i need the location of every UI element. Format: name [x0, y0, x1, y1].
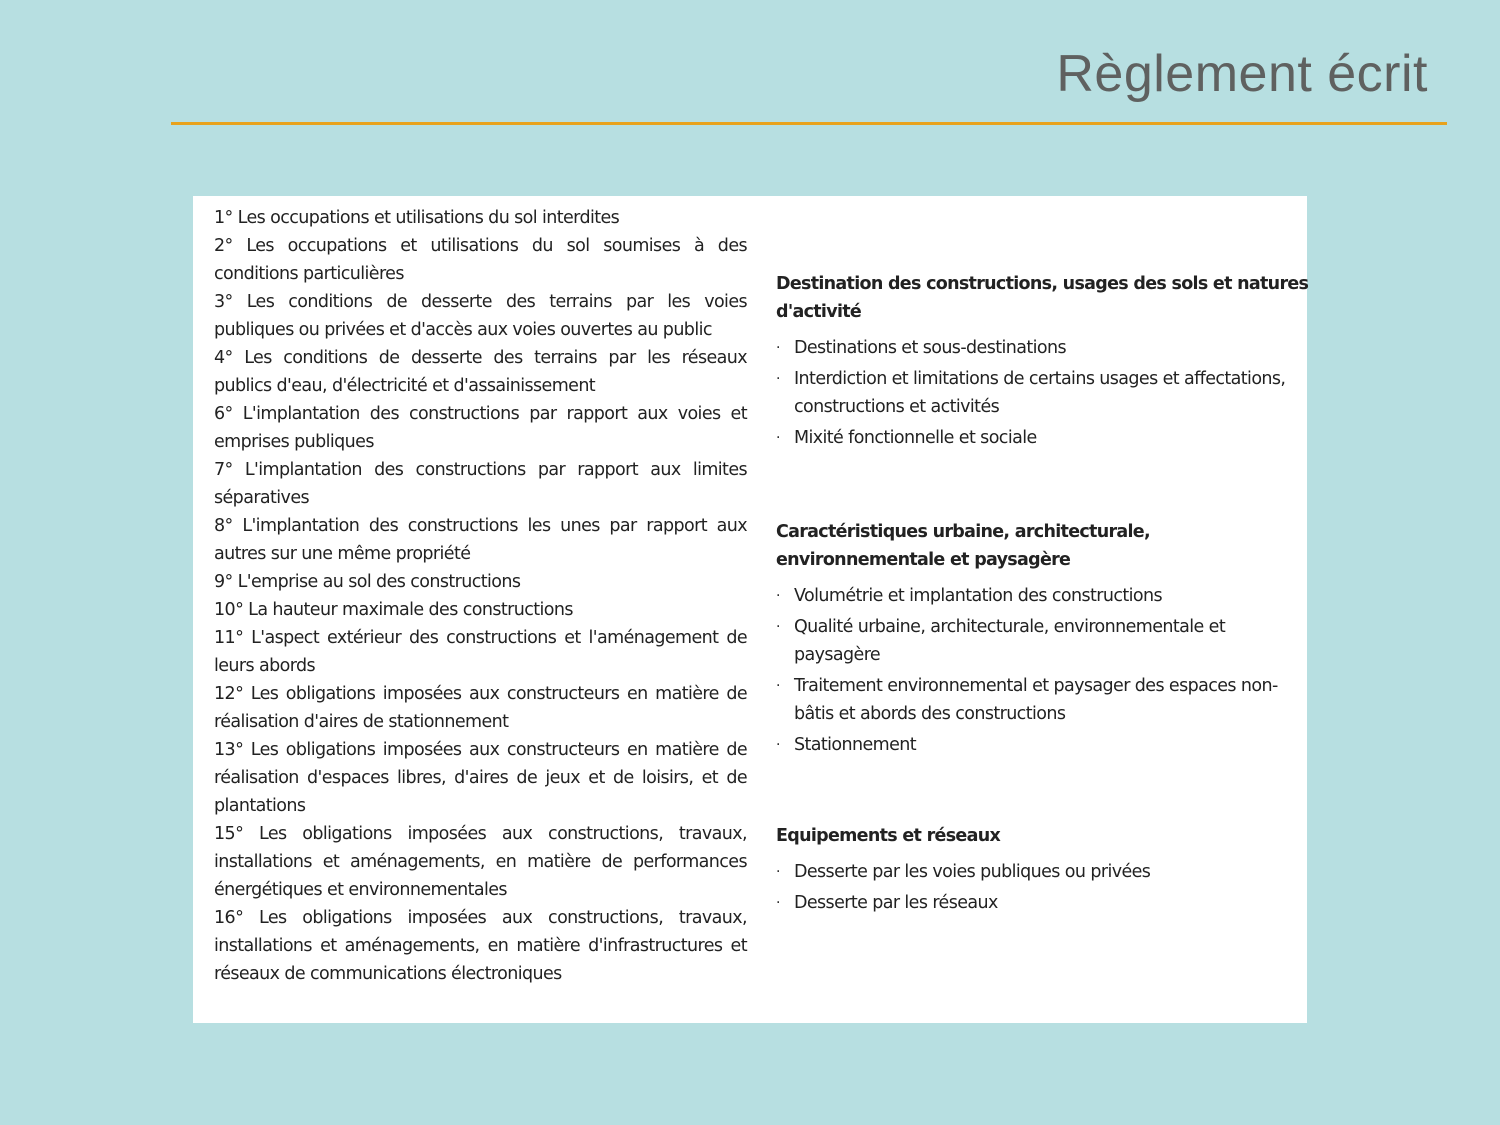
bullet-list	[776, 582, 1311, 759]
list-item: 2° Les occupations et utilisations du sol soumises à des conditions particulières	[214, 236, 747, 284]
bullet-marker: ·	[776, 678, 780, 694]
content-panel	[193, 196, 1307, 1023]
list-item: 6° L'implantation des constructions par rapport aux voies et emprises publiques	[214, 404, 747, 452]
bullet-item	[776, 582, 1311, 610]
bullet-marker: ·	[776, 371, 780, 387]
bullet-item	[776, 613, 1311, 669]
section-urban-characteristics	[776, 518, 1311, 762]
bullet-item	[776, 672, 1311, 728]
title-underline	[171, 122, 1447, 125]
section-destination	[776, 270, 1311, 455]
list-item: 16° Les obligations imposées aux constructions, travaux, installations et aménagements, en matière d'infrastructures et réseaux de communications électroniques	[214, 908, 747, 984]
bullet-text: Mixité fonctionnelle et sociale	[794, 428, 1037, 448]
bullet-item	[776, 889, 1311, 917]
bullet-item	[776, 424, 1311, 452]
section-heading: Destination des constructions, usages des sols et natures d'activité	[776, 274, 1309, 322]
list-item: 7° L'implantation des constructions par rapport aux limites séparatives	[214, 460, 747, 508]
section-heading: Caractéristiques urbaine, architecturale, environnementale et paysagère	[776, 522, 1150, 570]
bullet-item	[776, 731, 1311, 759]
bullet-text: Destinations et sous-destinations	[794, 338, 1067, 358]
bullet-item	[776, 858, 1311, 886]
list-item: 10° La hauteur maximale des constructions	[214, 600, 573, 620]
bullet-text: Desserte par les réseaux	[794, 893, 998, 913]
bullet-text: Volumétrie et implantation des constructions	[794, 586, 1162, 606]
slide-title: Règlement écrit	[1056, 45, 1428, 103]
list-item: 8° L'implantation des constructions les unes par rapport aux autres sur une même propriété	[214, 516, 747, 564]
bullet-marker: ·	[776, 430, 780, 446]
bullet-text: Qualité urbaine, architecturale, environnementale et paysagère	[794, 617, 1226, 665]
bullet-text: Traitement environnemental et paysager des espaces non-bâtis et abords des constructions	[794, 676, 1278, 724]
bullet-marker: ·	[776, 864, 780, 880]
former-rules-list	[214, 204, 747, 988]
section-heading: Equipements et réseaux	[776, 826, 1001, 846]
list-item: 12° Les obligations imposées aux constructeurs en matière de réalisation d'aires de stationnement	[214, 684, 747, 732]
bullet-list	[776, 334, 1311, 452]
list-item: 13° Les obligations imposées aux constructeurs en matière de réalisation d'espaces libres, d'aires de jeux et de loisirs, et de plantations	[214, 740, 747, 816]
bullet-item	[776, 365, 1311, 421]
list-item: 9° L'emprise au sol des constructions	[214, 572, 521, 592]
bullet-text: Stationnement	[794, 735, 917, 755]
list-item: 15° Les obligations imposées aux constructions, travaux, installations et aménagements, en matière de performances énergétiques et environnementales	[214, 824, 747, 900]
list-item: 11° L'aspect extérieur des constructions et l'aménagement de leurs abords	[214, 628, 747, 676]
bullet-text: Desserte par les voies publiques ou privées	[794, 862, 1151, 882]
bullet-marker: ·	[776, 340, 780, 356]
bullet-list	[776, 858, 1311, 917]
bullet-marker: ·	[776, 895, 780, 911]
bullet-marker: ·	[776, 737, 780, 753]
bullet-marker: ·	[776, 619, 780, 635]
bullet-marker: ·	[776, 588, 780, 604]
list-item: 1° Les occupations et utilisations du sol interdites	[214, 208, 620, 228]
section-equipment-networks	[776, 822, 1311, 920]
list-item: 3° Les conditions de desserte des terrains par les voies publiques ou privées et d'accès aux voies ouvertes au public	[214, 292, 747, 340]
bullet-text: Interdiction et limitations de certains usages et affectations, constructions et activités	[794, 369, 1286, 417]
list-item: 4° Les conditions de desserte des terrains par les réseaux publics d'eau, d'électricité et d'assainissement	[214, 348, 747, 396]
bullet-item	[776, 334, 1311, 362]
